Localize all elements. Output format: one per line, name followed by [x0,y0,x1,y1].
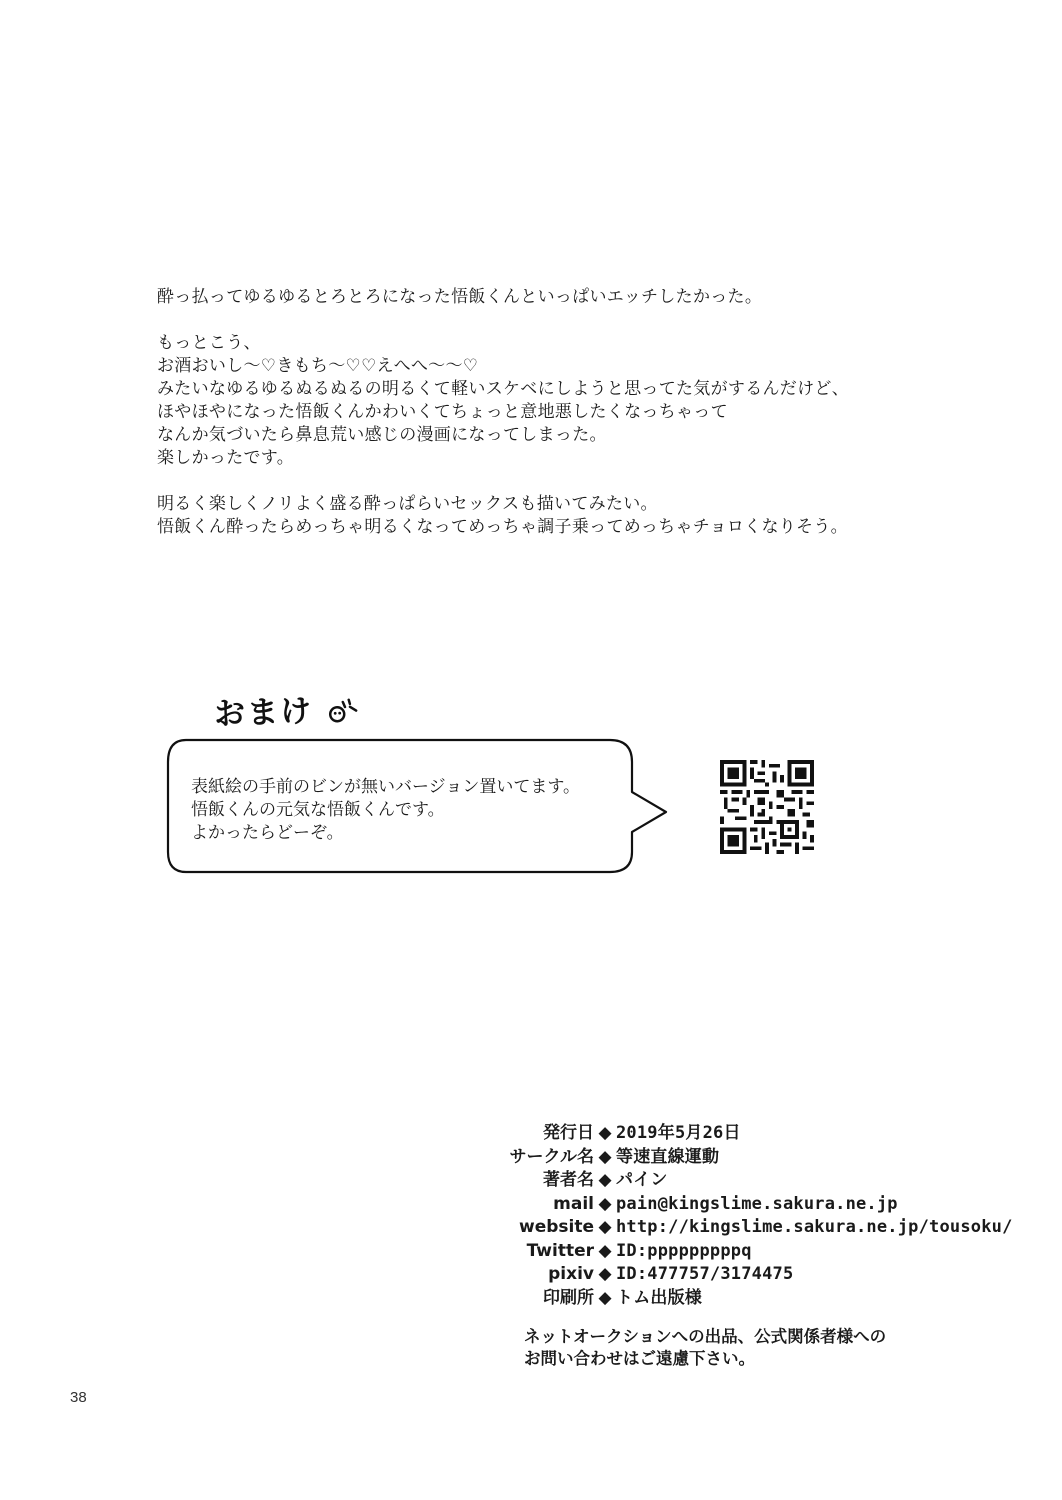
colophon-row-date [470,1122,1030,1146]
pixiv-id: ID:477757/3174475 [616,1264,794,1284]
diamond-icon: ◆ [598,1193,612,1214]
twitter-id: ID:pppppppppq [616,1240,752,1261]
diamond-icon: ◆ [598,1217,612,1237]
text-line: もっとこう、 [157,333,261,353]
omake-heading [213,683,360,733]
website-link[interactable]: http://kingslime.sakura.ne.jp/tousoku/ [616,1217,1013,1237]
bubble-line: 悟飯くんの元気な悟飯くんです。 [191,800,445,820]
afterword-paragraph-2 [157,332,937,470]
afterword [157,286,937,562]
notice-line: ネットオークションへの出品、公式関係者様への [524,1327,887,1346]
colophon-row-author [470,1169,1030,1193]
text-line: お酒おいし～♡きもち～♡♡えへへ～～♡ [157,356,479,376]
colophon-row-pixiv [470,1263,1030,1287]
qr-code[interactable] [720,760,814,854]
colophon-label: サークル名 [509,1146,594,1167]
colophon-value: 2019年5月26日 [616,1123,741,1143]
colophon-row-mail [470,1193,1030,1217]
colophon [470,1122,1030,1310]
sparkle-face-icon [325,697,360,726]
afterword-lead: 酔っ払ってゆるゆるとろとろになった悟飯くんといっぱいエッチしたかった。 [157,287,763,307]
resale-notice [524,1326,886,1370]
text-line: 悟飯くん酔ったらめっちゃ明るくなってめっちゃ調子乗ってめっちゃチョロくなりそう。 [157,517,848,537]
bubble-line: 表紙絵の手前のビンが無いバージョン置いてます。 [191,777,580,797]
email-link[interactable]: pain@kingslime.sakura.ne.jp [616,1193,898,1214]
colophon-row-circle [470,1146,1030,1170]
diamond-icon: ◆ [598,1287,612,1308]
text-line: なんか気づいたら鼻息荒い感じの漫画になってしまった。 [157,425,607,445]
text-line: みたいなゆるゆるぬるぬるの明るくて軽いスケベにしようと思ってた気がするんだけど、 [157,379,849,399]
colophon-value: 等速直線運動 [616,1146,720,1167]
colophon-label: mail [553,1193,594,1214]
colophon-label: 印刷所 [543,1287,594,1308]
colophon-label: pixiv [548,1264,594,1284]
colophon-value: パイン [616,1170,668,1190]
diamond-icon: ◆ [598,1170,612,1190]
notice-line: お問い合わせはご遠慮下さい。 [524,1349,755,1368]
afterword-paragraph-3 [157,493,937,539]
colophon-row-twitter [470,1240,1030,1264]
text-line: 明るく楽しくノリよく盛る酔っぱらいセックスも描いてみたい。 [157,494,658,514]
colophon-row-website [470,1216,1030,1240]
colophon-label: 発行日 [543,1123,594,1143]
bubble-text [191,776,631,845]
bubble-line: よかったらどーぞ。 [191,823,344,843]
colophon-row-printer [470,1287,1030,1311]
omake-heading-text: おまけ [213,693,314,733]
colophon-value: トム出版様 [616,1287,702,1308]
text-line: 楽しかったです。 [157,448,295,468]
colophon-label: Twitter [526,1240,594,1261]
text-line: ほやほやになった悟飯くんかわいくてちょっと意地悪したくなっちゃって [157,402,728,422]
colophon-label: website [518,1217,594,1237]
diamond-icon: ◆ [598,1146,612,1167]
diamond-icon: ◆ [598,1123,612,1143]
diamond-icon: ◆ [598,1240,612,1261]
diamond-icon: ◆ [598,1264,612,1284]
colophon-label: 著者名 [543,1170,594,1190]
page-number: 38 [70,1389,87,1406]
